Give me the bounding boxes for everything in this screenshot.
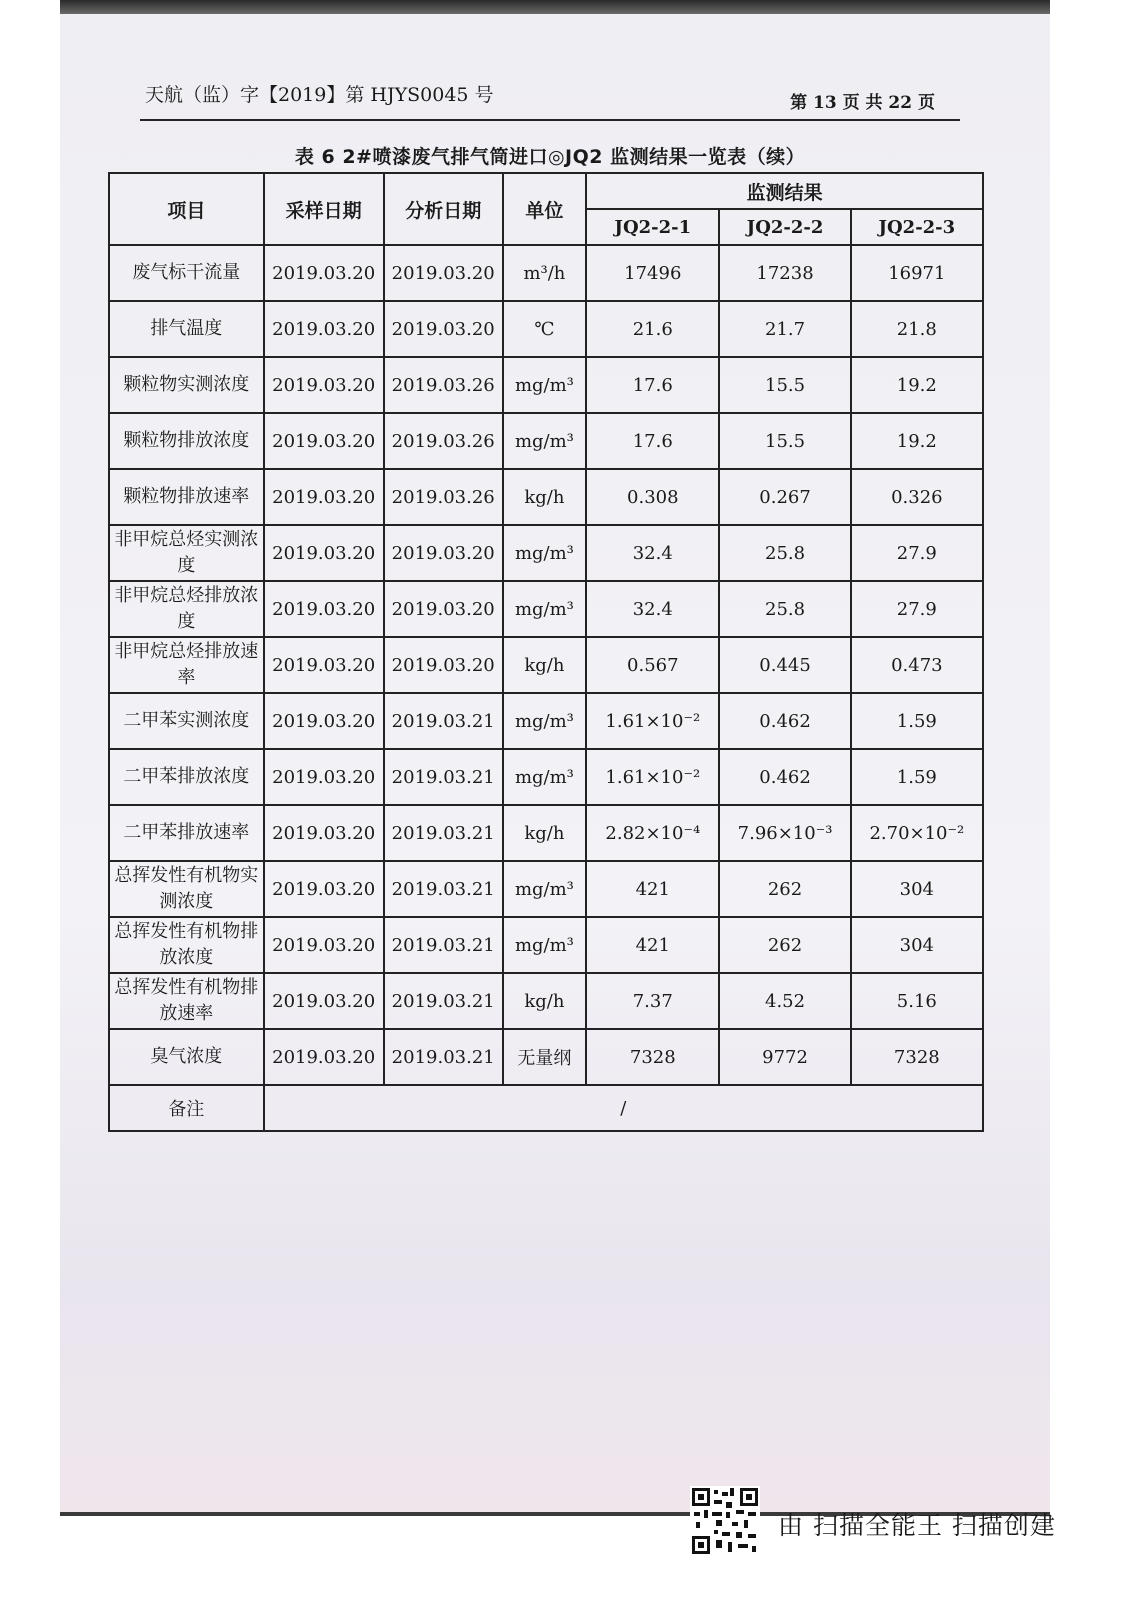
result-1: 7.37	[586, 973, 719, 1029]
table-row	[109, 413, 983, 469]
unit: mg/m³	[503, 749, 586, 805]
result-3: 1.59	[851, 693, 983, 749]
unit: kg/h	[503, 973, 586, 1029]
result-2: 25.8	[719, 581, 850, 637]
table-title: 表 6 2#喷漆废气排气筒进口◎JQ2 监测结果一览表（续）	[294, 146, 806, 168]
result-1: 421	[586, 861, 719, 917]
unit: kg/h	[503, 637, 586, 693]
analysis-date: 2019.03.21	[384, 861, 503, 917]
table-row	[109, 805, 983, 861]
unit: mg/m³	[503, 357, 586, 413]
analysis-date: 2019.03.21	[384, 917, 503, 973]
item-name: 二甲苯排放速率	[109, 805, 264, 861]
result-3: 27.9	[851, 581, 983, 637]
sample-date: 2019.03.20	[264, 469, 384, 525]
page-number: 第 13 页 共 22 页	[790, 93, 935, 113]
item-name: 总挥发性有机物排放浓度	[109, 917, 264, 973]
table-row	[109, 749, 983, 805]
table-row	[109, 693, 983, 749]
result-3: 0.473	[851, 637, 983, 693]
result-3: 21.8	[851, 301, 983, 357]
analysis-date: 2019.03.20	[384, 245, 503, 301]
sample-date: 2019.03.20	[264, 581, 384, 637]
result-1: 1.61×10⁻²	[586, 693, 719, 749]
table-row	[109, 917, 983, 973]
result-2: 17238	[719, 245, 850, 301]
analysis-date: 2019.03.20	[384, 525, 503, 581]
item-name: 废气标干流量	[109, 245, 264, 301]
sample-date: 2019.03.20	[264, 973, 384, 1029]
header-code-1: JQ2-2-1	[586, 209, 719, 245]
result-2: 262	[719, 861, 850, 917]
item-name: 颗粒物实测浓度	[109, 357, 264, 413]
result-2: 7.96×10⁻³	[719, 805, 850, 861]
unit: mg/m³	[503, 917, 586, 973]
unit: mg/m³	[503, 581, 586, 637]
sample-date: 2019.03.20	[264, 861, 384, 917]
result-3: 7328	[851, 1029, 983, 1085]
table-row	[109, 1029, 983, 1085]
analysis-date: 2019.03.26	[384, 413, 503, 469]
sample-date: 2019.03.20	[264, 413, 384, 469]
result-2: 9772	[719, 1029, 850, 1085]
scan-edge	[60, 0, 1050, 14]
analysis-date: 2019.03.26	[384, 357, 503, 413]
result-3: 19.2	[851, 413, 983, 469]
unit: ℃	[503, 301, 586, 357]
result-1: 0.308	[586, 469, 719, 525]
sample-date: 2019.03.20	[264, 637, 384, 693]
result-3: 5.16	[851, 973, 983, 1029]
item-name: 二甲苯排放浓度	[109, 749, 264, 805]
sample-date: 2019.03.20	[264, 693, 384, 749]
sample-date: 2019.03.20	[264, 301, 384, 357]
item-name: 臭气浓度	[109, 1029, 264, 1085]
result-3: 27.9	[851, 525, 983, 581]
analysis-date: 2019.03.21	[384, 1029, 503, 1085]
unit: kg/h	[503, 469, 586, 525]
sample-date: 2019.03.20	[264, 749, 384, 805]
results-table	[108, 172, 984, 1132]
remark-row	[109, 1085, 983, 1131]
result-1: 32.4	[586, 581, 719, 637]
item-name: 非甲烷总烃排放浓度	[109, 581, 264, 637]
sample-date: 2019.03.20	[264, 525, 384, 581]
result-1: 7328	[586, 1029, 719, 1085]
item-name: 二甲苯实测浓度	[109, 693, 264, 749]
sample-date: 2019.03.20	[264, 245, 384, 301]
scanner-watermark	[690, 1486, 1110, 1560]
result-3: 1.59	[851, 749, 983, 805]
header-rule	[140, 119, 960, 121]
result-1: 17.6	[586, 357, 719, 413]
analysis-date: 2019.03.20	[384, 301, 503, 357]
page-header	[145, 80, 945, 116]
analysis-date: 2019.03.21	[384, 805, 503, 861]
header-results: 监测结果	[586, 173, 983, 209]
header-sample-date: 采样日期	[264, 173, 384, 245]
document-number: 天航（监）字【2019】第 HJYS0045 号	[145, 84, 494, 106]
result-1: 0.567	[586, 637, 719, 693]
result-1: 1.61×10⁻²	[586, 749, 719, 805]
table-row	[109, 525, 983, 581]
table-row	[109, 973, 983, 1029]
result-2: 0.267	[719, 469, 850, 525]
result-3: 16971	[851, 245, 983, 301]
result-1: 2.82×10⁻⁴	[586, 805, 719, 861]
item-name: 颗粒物排放浓度	[109, 413, 264, 469]
analysis-date: 2019.03.26	[384, 469, 503, 525]
analysis-date: 2019.03.21	[384, 693, 503, 749]
analysis-date: 2019.03.21	[384, 749, 503, 805]
result-2: 4.52	[719, 973, 850, 1029]
unit: mg/m³	[503, 525, 586, 581]
item-name: 总挥发性有机物排放速率	[109, 973, 264, 1029]
unit: kg/h	[503, 805, 586, 861]
unit: 无量纲	[503, 1029, 586, 1085]
table-row	[109, 357, 983, 413]
result-2: 15.5	[719, 357, 850, 413]
result-1: 17496	[586, 245, 719, 301]
header-code-2: JQ2-2-2	[719, 209, 850, 245]
table-row	[109, 861, 983, 917]
table-row	[109, 469, 983, 525]
remark-value: /	[264, 1085, 983, 1131]
table-row	[109, 301, 983, 357]
table-row	[109, 245, 983, 301]
unit: mg/m³	[503, 693, 586, 749]
table-row	[109, 637, 983, 693]
item-name: 非甲烷总烃排放速率	[109, 637, 264, 693]
header-analysis-date: 分析日期	[384, 173, 503, 245]
remark-label: 备注	[109, 1085, 264, 1131]
scanner-credit: 由 扫描全能王 扫描创建	[778, 1511, 1056, 1540]
result-1: 21.6	[586, 301, 719, 357]
unit: mg/m³	[503, 861, 586, 917]
result-2: 262	[719, 917, 850, 973]
sample-date: 2019.03.20	[264, 805, 384, 861]
item-name: 总挥发性有机物实测浓度	[109, 861, 264, 917]
analysis-date: 2019.03.20	[384, 637, 503, 693]
result-3: 304	[851, 861, 983, 917]
sample-date: 2019.03.20	[264, 917, 384, 973]
item-name: 颗粒物排放速率	[109, 469, 264, 525]
result-3: 304	[851, 917, 983, 973]
result-2: 15.5	[719, 413, 850, 469]
result-1: 32.4	[586, 525, 719, 581]
result-3: 2.70×10⁻²	[851, 805, 983, 861]
result-3: 0.326	[851, 469, 983, 525]
table-body	[109, 245, 983, 1131]
sample-date: 2019.03.20	[264, 1029, 384, 1085]
result-2: 0.462	[719, 693, 850, 749]
result-2: 0.462	[719, 749, 850, 805]
unit: mg/m³	[503, 413, 586, 469]
analysis-date: 2019.03.20	[384, 581, 503, 637]
item-name: 排气温度	[109, 301, 264, 357]
result-3: 19.2	[851, 357, 983, 413]
item-name: 非甲烷总烃实测浓度	[109, 525, 264, 581]
qr-code-icon	[690, 1486, 760, 1556]
unit: m³/h	[503, 245, 586, 301]
result-2: 25.8	[719, 525, 850, 581]
table-row	[109, 581, 983, 637]
analysis-date: 2019.03.21	[384, 973, 503, 1029]
result-1: 17.6	[586, 413, 719, 469]
sample-date: 2019.03.20	[264, 357, 384, 413]
header-unit: 单位	[503, 173, 586, 245]
header-item: 项目	[109, 173, 264, 245]
result-2: 21.7	[719, 301, 850, 357]
header-code-3: JQ2-2-3	[851, 209, 983, 245]
result-2: 0.445	[719, 637, 850, 693]
result-1: 421	[586, 917, 719, 973]
